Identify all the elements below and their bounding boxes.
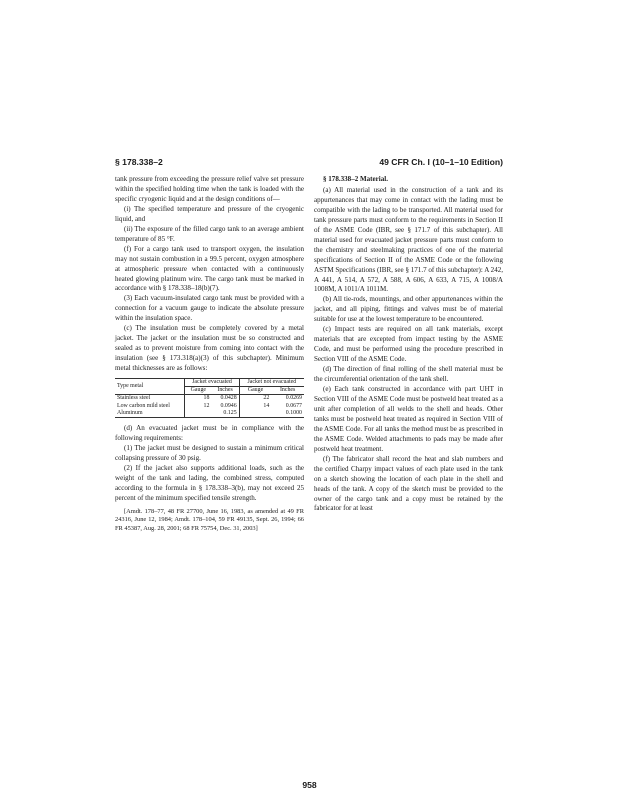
table-cell: 18 [203,395,210,402]
paragraph: (1) The jacket must be designed to sustain a minimum critical collapsing pressure of 30 psig. [115,443,304,462]
table-cell [239,410,271,418]
paragraph: (i) The specified temperature and pressure of the cryogenic liquid, and [115,204,304,223]
table-row [115,395,304,403]
table-cell: 0.125 [211,410,239,418]
paragraph: (d) The direction of final rolling of the shell material must be the circumferential orientation of the tank shell. [314,365,503,384]
running-header [115,157,503,171]
paragraph: (a) All material used in the construction of a tank and its appurtenances that may come in contact with the lading must be compatible with the lading to be transported. All material used for tank pressure parts must conform to the requirements in Section II of the ASME Code (IBR, see § 171.7 of this subchapter). All material used for evacuated jacket pressure parts must conform to the chemistry and steelmaking practices of one of the material specifications of Section II of the ASME Code or the following ASTM Specifications (IBR, see § 171.7 of this subchapter): A 242, A 441, A 514, A 572, A 588, A 606, A 633, A 715, A 1008/A 1008M, A 1011/A 1011M. [314,185,503,294]
page-number: 958 [302,780,317,790]
paragraph: (3) Each vacuum-insulated cargo tank must be provided with a connection for a vacuum gauge to indicate the absolute pressure within the insulation space. [115,294,304,323]
header-section-number: § 178.338–2 [115,157,163,167]
amendment-citation: [Amdt. 178–77, 48 FR 27700, June 16, 1983, as amended at 49 FR 24316, June 12, 1984; Amdt. 178–104, 59 FR 49135, Sept. 26, 1994; 66 FR 45387, Aug. 28, 2001; 68 FR 75754, Dec. 31, 2003] [115,507,304,532]
metal-thickness-table [115,378,304,418]
paragraph: (ii) The exposure of the filled cargo tank to an average ambient temperature of 85 °F. [115,224,304,243]
table-cell: 0.0946 [211,403,239,410]
table-cell-material: Low carbon mild steel [115,403,185,410]
table-cell: 0.0269 [285,395,302,402]
paragraph: (e) Each tank constructed in accordance with part UHT in Section VIII of the ASME Code must be postweld heat treated as a unit after completion of all welds to the shell and heads. Other tanks must be postweld heat treated as required in Section VIII of the ASME Code. For all tanks the method must be as prescribed in the ASME Code. Welded attachments to pads may be made after postweld heat treatment. [314,385,503,453]
table-row [115,403,304,410]
paragraph: (c) Impact tests are required on all tank materials, except materials that are excepted from impact testing by the ASME Code, and must be performed using the procedure prescribed in Section VIII of the ASME Code. [314,325,503,364]
table-header-not-evacuated: Jacket not evacuated [239,379,304,387]
paragraph: (f) For a cargo tank used to transport oxygen, the insulation may not sustain combustion in a 99.5 percent, oxygen atmosphere at atmospheric pressure when contacted with a continuously heated glowing platinum wire. The cargo tank must be marked in accordance with § 178.338–18(b)(7). [115,244,304,293]
table-subheader-gauge: Gauge [185,387,212,395]
header-title: 49 CFR Ch. I (10–1–10 Edition) [379,157,503,167]
table-cell: 14 [263,402,270,409]
table-cell: 22 [263,395,270,402]
table-cell-material: Aluminum [115,410,185,418]
table-subheader-inches: Inches [271,387,304,395]
table-header-evacuated: Jacket evacuated [185,379,239,387]
paragraph: (2) If the jacket also supports additional loads, such as the weight of the tank and lading, the combined stress, computed according to the formula in § 178.338–3(b), may not exceed 25 percent of the minimum specified tensile strength. [115,463,304,502]
left-column [115,175,304,533]
table-subheader-gauge: Gauge [239,387,271,395]
table-subheader-inches: Inches [211,387,239,395]
paragraph: (d) An evacuated jacket must be in compliance with the following requirements: [115,424,304,443]
table-row [115,410,304,418]
paragraph: tank pressure from exceeding the pressure relief valve set pressure within the specified holding time when the tank is loaded with the specific cryogenic liquid and at the design conditions of— [115,175,304,203]
table-cell: 0.0677 [285,402,302,409]
paragraph: (b) All tie-rods, mountings, and other appurtenances within the jacket, and all piping, fittings and valves must be of material suitable for use at the lowest temperature to be encountered. [314,295,503,324]
paragraph: (f) The fabricator shall record the heat and slab numbers and the certified Charpy impact values of each plate used in the tank on a sketch showing the location of each plate in the shell and heads of the tank. A copy of the sketch must be provided to the owner of the cargo tank and a copy must be retained by the fabricator for at least [314,454,503,513]
section-heading: § 178.338–2 Material. [323,175,388,183]
table-cell: 12 [203,402,210,409]
table-cell [185,410,212,418]
table-cell: 0.1000 [271,410,304,418]
right-column [314,175,503,514]
table-header-material: Type metal [115,379,185,395]
table-cell: 0.0428 [211,395,239,403]
table-cell-material: Stainless steel [115,395,185,403]
paragraph: (c) The insulation must be completely covered by a metal jacket. The jacket or the insulation must be so constructed and sealed as to prevent moisture from coming into contact with the insulation (see § 173.318(a)(3) of this subchapter). Minimum metal thicknesses are as follows: [115,324,304,373]
